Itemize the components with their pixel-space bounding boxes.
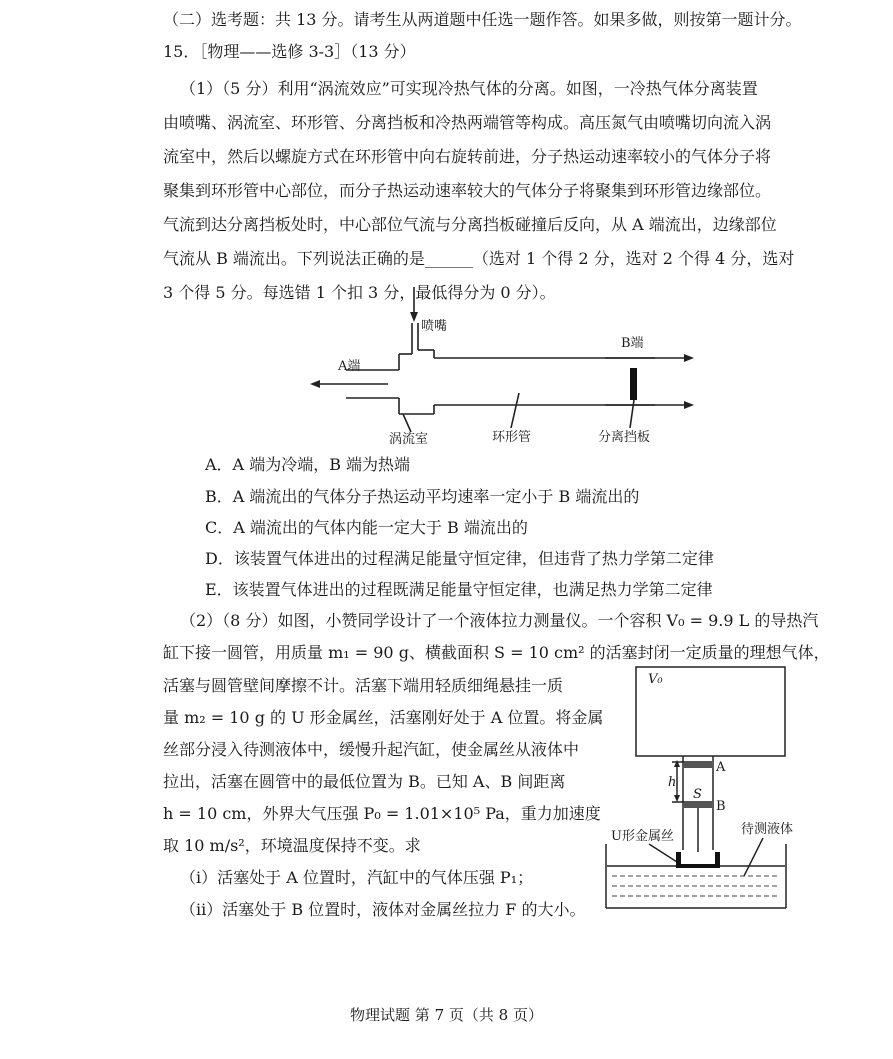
option-b: B．A 端流出的气体分子热运动平均速率一定小于 B 端流出的: [205, 487, 640, 506]
part2-line-1: （2）（8 分）如图，小赞同学设计了一个液体拉力测量仪。一个容积 V₀ = 9.9 L 的导热汽: [180, 611, 819, 630]
section-heading: （二）选考题：共 13 分。请考生从两道题中任选一题作答。如果多做，则按第一题计分。: [163, 10, 802, 29]
part2-line-4: 量 m₂ = 10 g 的 U 形金属丝，活塞刚好处于 A 位置。将金属: [163, 708, 604, 727]
part1-line-6: 气流从 B 端流出。下列说法正确的是______（选对 1 个得 2 分，选对 2 个得 4 分，选对: [163, 249, 795, 268]
part2-line-6: 拉出，活塞在圆管中的最低位置为 B。已知 A、B 间距离: [163, 772, 566, 791]
v0-label: V₀: [648, 672, 663, 687]
baffle-label: 分离挡板: [598, 430, 651, 445]
part2-line-5: 丝部分浸入待测液体中，缓慢升起汽缸，使金属丝从液体中: [163, 740, 580, 759]
part1-line-1: （1）（5 分）利用“涡流效应”可实现冷热气体的分离。如图，一冷热气体分离装置: [180, 79, 758, 98]
part1-line-4: 聚集到环形管中心部位，而分子热运动速率较大的气体分子将聚集到环形管边缘部位。: [163, 181, 772, 200]
a-end-label: A端: [338, 359, 361, 374]
u-wire-label: U形金属丝: [611, 829, 674, 844]
part2-line-8: 取 10 m/s²，环境温度保持不变。求: [163, 836, 421, 855]
vortex-chamber-label: 涡流室: [389, 432, 429, 447]
s-label: S: [693, 787, 702, 802]
part1-line-2: 由喷嘴、涡流室、环形管、分离挡板和冷热两端管等构成。高压氮气由喷嘴切向流入涡: [163, 113, 772, 132]
ring-tube-label: 环形管: [492, 430, 532, 445]
question-title: 15．［物理——选修 3-3］（13 分）: [163, 42, 416, 61]
vortex-tube-diagram: [310, 287, 694, 432]
nozzle-label: 喷嘴: [421, 319, 448, 334]
nozzle-arrowhead: [410, 312, 418, 322]
h-label: h: [668, 775, 677, 790]
part2-line-3: 活塞与圆管壁间摩擦不计。活塞下端用轻质细绳悬挂一质: [163, 676, 564, 695]
part2-line-7: h = 10 cm，外界大气压强 P₀ = 1.01×10⁵ Pa，重力加速度: [163, 804, 601, 823]
part2-line-2: 缸下接一圆管，用质量 m₁ = 90 g、横截面积 S = 10 cm² 的活塞封闭一定质量的理想气体，: [163, 643, 830, 662]
piston-at-a: [684, 761, 712, 768]
option-c: C．A 端流出的气体内能一定大于 B 端流出的: [205, 518, 528, 537]
a-position-label: A: [716, 760, 726, 775]
sub-question-i: （i）活塞处于 A 位置时，汽缸中的气体压强 P₁；: [180, 868, 534, 887]
option-a: A．A 端为冷端，B 端为热端: [205, 455, 411, 474]
liquid-label: 待测液体: [741, 822, 794, 837]
page-footer: 物理试题 第 7 页（共 8 页）: [350, 1006, 543, 1024]
liquid-dashes: [612, 876, 780, 896]
part1-line-7: 3 个得 5 分。每选错 1 个扣 3 分，最低得分为 0 分）。: [163, 283, 556, 302]
b-position-label: B: [716, 799, 726, 814]
separation-baffle: [630, 368, 637, 400]
b-end-label: B端: [621, 336, 644, 351]
part1-line-3: 流室中，然后以螺旋方式在环形管中向右旋转前进，分子热运动速率较小的气体分子将: [163, 147, 772, 166]
option-d: D．该装置气体进出的过程满足能量守恒定律，但违背了热力学第二定律: [205, 549, 714, 568]
part1-line-5: 气流到达分离挡板处时，中心部位气流与分离挡板碰撞后反向，从 A 端流出，边缘部位: [163, 215, 777, 234]
sub-question-ii: （ii）活塞处于 B 位置时，液体对金属丝拉力 F 的大小。: [180, 900, 586, 919]
option-e: E．该装置气体进出的过程既满足能量守恒定律，也满足热力学第二定律: [205, 580, 713, 599]
